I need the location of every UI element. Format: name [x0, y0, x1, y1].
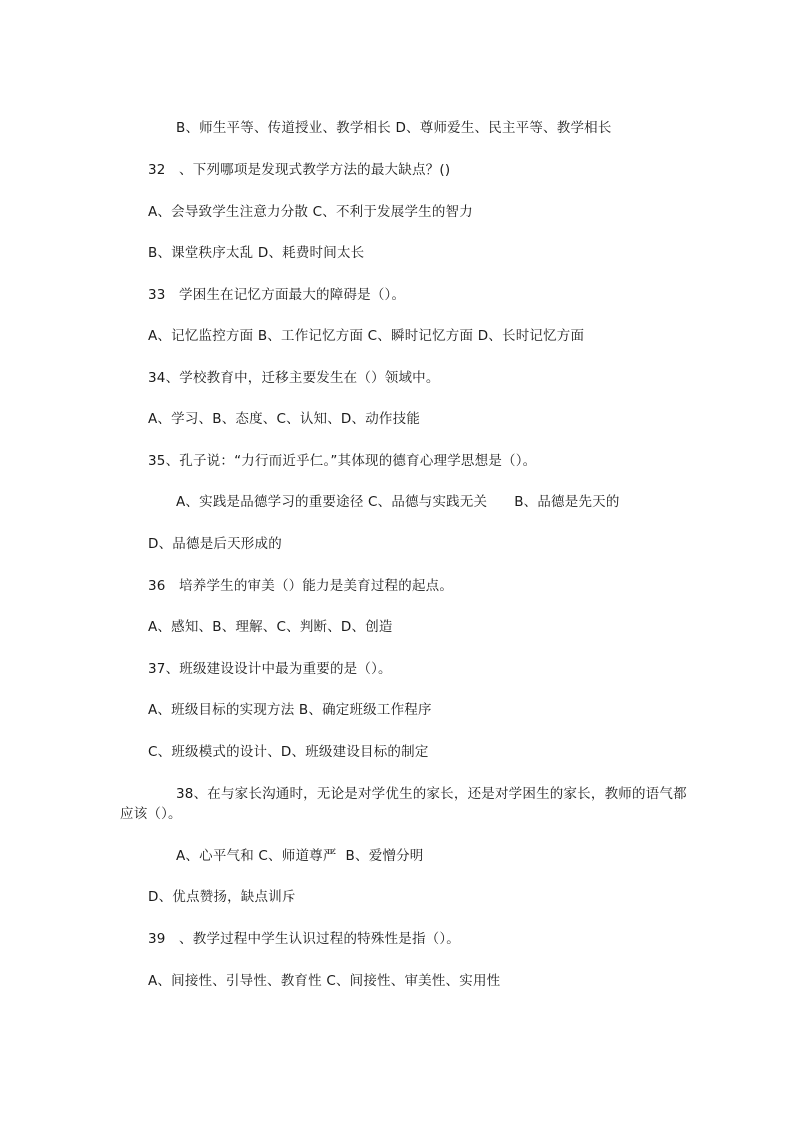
- q32-stem: 32 、下列哪项是发现式教学方法的最大缺点？(): [148, 162, 451, 178]
- q35-stem: 35、孔子说：“力行而近乎仁。”其体现的德育心理学思想是（）。: [148, 453, 537, 469]
- q36-stem: 36 培养学生的审美（）能力是美育过程的起点。: [148, 578, 454, 594]
- q38-stem-line1: 38、在与家长沟通时，无论是对学优生的家长，还是对学困生的家长，教师的语气都: [176, 786, 687, 802]
- q32-options-b-d: B、课堂秩序太乱 D、耗费时间太长: [148, 245, 365, 261]
- q37-options-a-b: A、班级目标的实现方法 B、确定班级工作程序: [148, 702, 432, 718]
- q33-options: A、记忆监控方面 B、工作记忆方面 C、瞬时记忆方面 D、长时记忆方面: [148, 328, 585, 344]
- q31-options-b-d: B、师生平等、传道授业、教学相长 D、尊师爱生、民主平等、教学相长: [176, 120, 612, 136]
- q35-options-a-c-b: A、实践是品德学习的重要途径 C、品德与实践无关 B、品德是先天的: [176, 494, 620, 510]
- q33-stem: 33 学困生在记忆方面最大的障碍是（）。: [148, 287, 406, 303]
- q38-option-d: D、优点赞扬，缺点训斥: [148, 889, 296, 905]
- q34-options: A、学习、B、态度、C、认知、D、动作技能: [148, 411, 421, 427]
- q35-option-d: D、品德是后天形成的: [148, 536, 282, 552]
- q38-stem-line2: 应该（）。: [120, 806, 182, 822]
- q37-options-c-d: C、班级模式的设计、D、班级建设目标的制定: [148, 744, 429, 760]
- q38-options-a-c-b: A、心平气和 C、师道尊严 B、爱憎分明: [176, 848, 424, 864]
- q32-options-a-c: A、会导致学生注意力分散 C、不利于发展学生的智力: [148, 204, 473, 220]
- q34-stem: 34、学校教育中，迁移主要发生在（）领域中。: [148, 370, 440, 386]
- q39-options-a-c: A、间接性、引导性、教育性 C、间接性、审美性、实用性: [148, 973, 501, 989]
- q39-stem: 39 、教学过程中学生认识过程的特殊性是指（）。: [148, 931, 461, 947]
- q37-stem: 37、班级建设设计中最为重要的是（）。: [148, 661, 392, 677]
- q36-options: A、感知、B、理解、C、判断、D、创造: [148, 619, 393, 635]
